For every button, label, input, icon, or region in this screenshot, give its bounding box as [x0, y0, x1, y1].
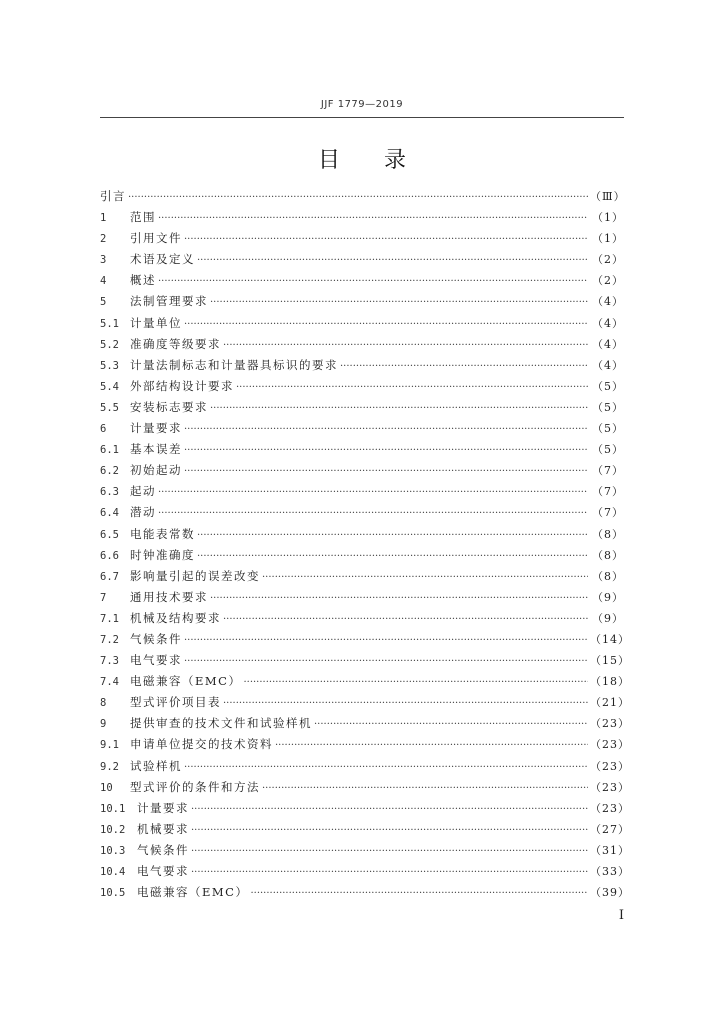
toc-entry-label: 起动 — [130, 484, 156, 499]
toc-entry-label: 机械及结构要求 — [130, 610, 221, 625]
toc-entry[interactable] — [100, 610, 624, 631]
toc-entry[interactable] — [100, 863, 630, 884]
toc-leader-dots — [250, 888, 588, 899]
toc-entry-number: 6 — [100, 423, 107, 436]
toc-leader-dots — [314, 719, 588, 730]
toc-entry-label: 引言 — [100, 189, 126, 203]
toc-entry-page: （15） — [590, 654, 630, 668]
toc-entry-page: （4） — [592, 358, 624, 372]
toc-entry-label: 计量法制标志和计量器具标识的要求 — [130, 357, 338, 372]
toc-entry-page: （1） — [592, 211, 624, 225]
toc-leader-dots — [128, 192, 588, 203]
toc-leader-dots — [262, 572, 588, 583]
toc-entry-label: 电磁兼容（EMC） — [130, 674, 242, 689]
toc-leader-dots — [210, 403, 588, 414]
toc-entry[interactable] — [100, 378, 624, 399]
toc-entry-number: 6.2 — [100, 465, 119, 478]
toc-entry[interactable] — [100, 526, 624, 547]
toc-leader-dots — [191, 846, 588, 857]
toc-entry[interactable] — [100, 758, 630, 779]
toc-entry-label: 试验样机 — [130, 758, 182, 773]
toc-entry[interactable] — [100, 800, 630, 821]
toc-entry-page: （4） — [592, 316, 624, 330]
toc-leader-dots — [184, 656, 588, 667]
toc-entry[interactable] — [100, 293, 624, 314]
toc-entry-page: （14） — [590, 632, 630, 646]
toc-entry-page: （9） — [592, 590, 624, 604]
toc-entry-label: 基本误差 — [130, 442, 182, 457]
toc-entry-page: （23） — [590, 717, 630, 731]
toc-entry-number: 10.4 — [100, 866, 126, 878]
toc-entry-label: 概述 — [130, 273, 156, 288]
toc-entry-page: （31） — [590, 843, 630, 857]
toc-entry[interactable] — [100, 631, 630, 652]
toc-leader-dots — [184, 762, 588, 773]
toc-entry[interactable] — [100, 420, 624, 441]
toc-leader-dots — [158, 487, 588, 498]
toc-entry-label: 计量单位 — [130, 315, 182, 330]
toc-entry-number: 4 — [100, 275, 107, 288]
toc-entry-number: 10.5 — [100, 887, 126, 900]
toc-entry-number: 9 — [100, 718, 107, 731]
toc-entry[interactable] — [100, 462, 624, 483]
toc-entry-number: 10 — [100, 781, 113, 794]
toc-entry-label: 计量要求 — [137, 800, 189, 815]
toc-entry-label: 通用技术要求 — [130, 589, 208, 604]
toc-leader-dots — [275, 740, 588, 751]
toc-entry-page: （7） — [592, 506, 624, 520]
toc-leader-dots — [197, 530, 588, 541]
toc-leader-dots — [243, 677, 588, 688]
toc-entry-number: 7.3 — [100, 655, 119, 668]
toc-entry-number: 8 — [100, 697, 107, 710]
toc-entry-page: （7） — [592, 485, 624, 499]
toc-entry[interactable] — [100, 694, 630, 715]
toc-leader-dots — [184, 445, 588, 456]
toc-leader-dots — [184, 424, 588, 435]
toc-entry-page: （8） — [592, 548, 624, 562]
toc-entry-number: 6.7 — [100, 570, 119, 583]
toc-entry-label: 提供审查的技术文件和试验样机 — [130, 716, 312, 731]
toc-entry-label: 型式评价项目表 — [130, 695, 221, 710]
toc-entry-page: （5） — [592, 400, 624, 414]
toc-entry-number: 6.6 — [100, 549, 119, 562]
toc-entry-label: 引用文件 — [130, 231, 182, 246]
toc-entry-label: 气候条件 — [130, 631, 182, 646]
toc-entry[interactable] — [100, 673, 630, 694]
toc-leader-dots — [340, 361, 588, 372]
table-of-contents — [100, 188, 630, 905]
toc-leader-dots — [191, 825, 588, 836]
toc-entry[interactable] — [100, 357, 624, 378]
toc-entry-number: 6.5 — [100, 528, 119, 541]
toc-entry-page: （5） — [592, 379, 624, 393]
toc-entry-number: 7.4 — [100, 676, 119, 689]
toc-entry-page: （18） — [590, 675, 630, 689]
toc-entry-page: （4） — [592, 337, 624, 351]
toc-entry-number: 3 — [100, 254, 107, 267]
toc-entry-page: （Ⅲ） — [590, 190, 626, 203]
toc-entry-page: （5） — [592, 443, 624, 457]
toc-leader-dots — [184, 319, 588, 330]
toc-entry-page: （5） — [592, 422, 624, 436]
toc-entry-page: （9） — [592, 611, 624, 625]
toc-leader-dots — [158, 508, 588, 519]
toc-entry-number: 9.2 — [100, 760, 119, 773]
toc-entry[interactable] — [100, 884, 630, 905]
toc-entry-page: （23） — [590, 738, 630, 752]
toc-entry-label: 安装标志要求 — [130, 399, 208, 414]
toc-entry[interactable] — [100, 315, 624, 336]
toc-leader-dots — [197, 551, 588, 562]
toc-entry-page: （8） — [592, 569, 624, 583]
toc-entry-number: 6.4 — [100, 507, 119, 520]
toc-entry[interactable] — [100, 272, 624, 293]
toc-entry-page: （8） — [592, 527, 624, 541]
toc-entry[interactable] — [100, 652, 630, 673]
toc-entry-page: （21） — [590, 696, 630, 710]
toc-entry-label: 计量要求 — [130, 421, 182, 436]
toc-entry[interactable] — [100, 715, 630, 736]
toc-entry[interactable] — [100, 779, 630, 800]
toc-entry-page: （4） — [592, 295, 624, 309]
toc-entry-number: 10.1 — [100, 802, 126, 815]
toc-entry[interactable] — [100, 336, 624, 357]
toc-entry-number: 6.3 — [100, 486, 119, 499]
toc-entry-label: 型式评价的条件和方法 — [130, 779, 260, 794]
toc-entry-number: 5.1 — [100, 317, 119, 330]
toc-leader-dots — [223, 614, 588, 625]
toc-leader-dots — [223, 340, 588, 351]
toc-entry-page: （2） — [592, 253, 624, 267]
toc-entry-number: 7.2 — [100, 633, 119, 646]
toc-entry[interactable] — [100, 821, 630, 842]
toc-entry-page: （2） — [592, 274, 624, 288]
toc-entry[interactable] — [100, 230, 624, 251]
toc-entry-number: 10.2 — [100, 823, 126, 836]
toc-leader-dots — [210, 593, 588, 604]
toc-entry-label: 机械要求 — [137, 821, 189, 836]
toc-entry[interactable] — [100, 188, 624, 209]
toc-entry[interactable] — [100, 504, 624, 525]
running-header: JJF 1779—2019 — [320, 99, 404, 110]
toc-entry-label: 电气要求 — [130, 653, 182, 668]
toc-entry[interactable] — [100, 547, 624, 568]
toc-entry-label: 电能表常数 — [130, 526, 195, 541]
toc-entry-page: （27） — [590, 822, 630, 836]
header-rule — [100, 117, 624, 118]
toc-leader-dots — [191, 804, 588, 815]
toc-entry-label: 初始起动 — [130, 463, 182, 478]
toc-entry-number: 9.1 — [100, 739, 119, 752]
toc-entry-number: 2 — [100, 233, 107, 246]
toc-entry[interactable] — [100, 568, 624, 589]
toc-entry-page: （33） — [590, 865, 630, 878]
toc-entry-label: 术语及定义 — [130, 252, 195, 267]
toc-leader-dots — [191, 867, 588, 878]
toc-entry-label: 外部结构设计要求 — [130, 378, 234, 393]
toc-entry-label: 电磁兼容（EMC） — [137, 885, 249, 900]
toc-entry[interactable] — [100, 399, 624, 420]
toc-leader-dots — [223, 698, 588, 709]
toc-leader-dots — [197, 255, 588, 266]
page-number: I — [618, 908, 624, 923]
toc-entry-page: （23） — [590, 780, 630, 794]
toc-entry-number: 1 — [100, 212, 107, 225]
toc-entry[interactable] — [100, 209, 624, 230]
toc-leader-dots — [158, 213, 588, 224]
toc-entry-label: 气候条件 — [137, 842, 189, 857]
toc-entry[interactable] — [100, 483, 624, 504]
toc-entry-number: 7.1 — [100, 612, 119, 625]
toc-entry-number: 5 — [100, 296, 107, 309]
toc-leader-dots — [184, 234, 588, 245]
toc-entry-number: 5.4 — [100, 380, 119, 393]
toc-leader-dots — [184, 466, 588, 477]
toc-entry-number: 5.2 — [100, 338, 119, 351]
toc-entry-label: 潜动 — [130, 505, 156, 520]
toc-entry-label: 申请单位提交的技术资料 — [130, 737, 273, 752]
toc-entry-label: 影响量引起的误差改变 — [130, 568, 260, 583]
toc-entry[interactable] — [100, 736, 630, 757]
toc-leader-dots — [262, 783, 588, 794]
toc-entry-page: （39） — [590, 886, 630, 900]
toc-entry-label: 准确度等级要求 — [130, 336, 221, 351]
toc-leader-dots — [210, 297, 588, 308]
toc-entry-label: 法制管理要求 — [130, 294, 208, 309]
toc-entry-label: 电气要求 — [137, 864, 189, 878]
toc-leader-dots — [236, 382, 588, 393]
toc-entry-number: 6.1 — [100, 444, 119, 457]
toc-entry-label: 时钟准确度 — [130, 547, 195, 562]
toc-entry-number: 5.3 — [100, 359, 119, 372]
toc-leader-dots — [158, 276, 588, 287]
toc-entry[interactable] — [100, 589, 624, 610]
toc-entry-label: 范围 — [130, 210, 156, 225]
page-title: 目录 — [317, 148, 450, 173]
toc-entry[interactable] — [100, 441, 624, 462]
toc-entry-page: （1） — [592, 232, 624, 246]
toc-entry-number: 7 — [100, 591, 107, 604]
toc-entry-page: （23） — [590, 759, 630, 773]
toc-leader-dots — [184, 635, 588, 646]
toc-entry-number: 10.3 — [100, 844, 126, 857]
toc-entry[interactable] — [100, 842, 630, 863]
toc-entry-page: （7） — [592, 464, 624, 478]
toc-entry-page: （23） — [590, 801, 630, 815]
toc-entry[interactable] — [100, 251, 624, 272]
toc-entry-number: 5.5 — [100, 401, 119, 414]
